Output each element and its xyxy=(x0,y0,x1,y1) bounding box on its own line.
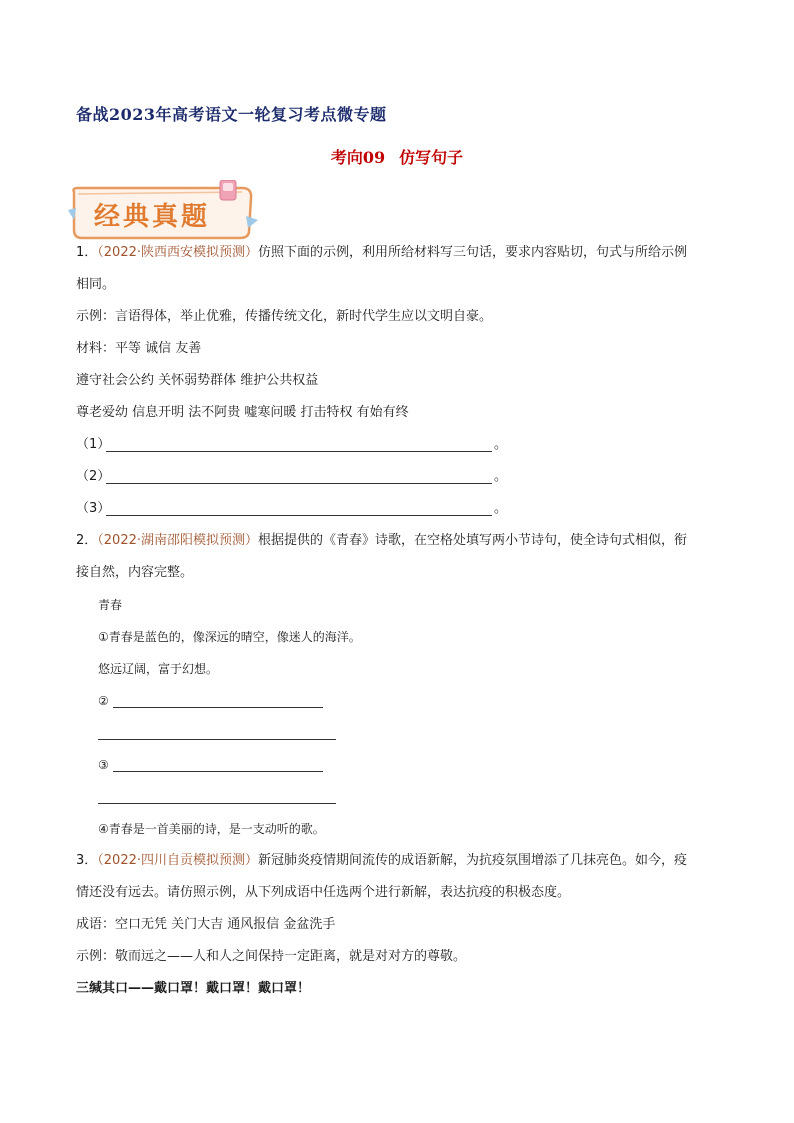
q3-prompt: 新冠肺炎疫情期间流传的成语新解，为抗疫氛围增添了几抹亮色。如今，疫 xyxy=(258,853,688,868)
section-banner xyxy=(68,180,258,244)
q1-answer-blank-2[interactable] xyxy=(76,461,726,493)
poem-mark: ② xyxy=(98,694,109,708)
poem-line: 悠远辽阔，富于幻想。 xyxy=(98,662,219,676)
poem-mark: ③ xyxy=(98,758,109,772)
q3-example-2: 三缄其口——戴口罩！戴口罩！戴口罩！ xyxy=(76,981,311,996)
answer-underline xyxy=(106,515,492,516)
poem-blank-2a[interactable] xyxy=(98,685,726,717)
q1-answer-blank-1[interactable] xyxy=(76,429,726,461)
q2-prompt: 根据提供的《青春》诗歌，在空格处填写两小节诗句，使全诗句式相似，衔 xyxy=(258,533,688,548)
blank-end: 。 xyxy=(494,501,508,516)
q3-prompt-line2: 情还没有远去。请仿照示例，从下列成语中任选两个进行新解，表达抗疫的积极态度。 xyxy=(76,885,571,900)
answer-underline xyxy=(98,803,336,804)
answer-underline xyxy=(113,707,323,708)
poem-blank-3a[interactable] xyxy=(98,749,726,781)
banner-label: 经典真题 xyxy=(94,202,211,232)
topic-title xyxy=(0,145,794,168)
poem-title: 青春 xyxy=(98,598,123,612)
answer-underline xyxy=(113,771,323,772)
q1-answer-blank-3[interactable] xyxy=(76,493,726,525)
poem-blank-3b[interactable] xyxy=(98,781,726,813)
q2-number: 2． xyxy=(76,533,98,548)
questions-area xyxy=(76,237,726,1005)
poem-blank-2b[interactable] xyxy=(98,717,726,749)
blank-end: 。 xyxy=(494,469,508,484)
q3-idioms: 成语：空口无凭 关门大吉 通风报信 金盆洗手 xyxy=(76,917,336,932)
q2-prompt-line2: 接自然，内容完整。 xyxy=(76,565,194,580)
series-title: 备战2023年高考语文一轮复习考点微专题 xyxy=(76,105,387,124)
q3-source: （2022·四川自贡模拟预测） xyxy=(97,853,258,868)
q1-example: 示例：言语得体，举止优雅，传播传统文化，新时代学生应以文明自豪。 xyxy=(76,309,493,324)
q2-source: （2022·湖南邵阳模拟预测） xyxy=(97,533,258,548)
blank-number: （1） xyxy=(76,437,111,452)
q1-prompt-line1 xyxy=(76,237,726,269)
q1-material: 尊老爱幼 信息开明 法不阿贵 嘘寒问暖 打击特权 有始有终 xyxy=(76,405,409,420)
q2-prompt-line1 xyxy=(76,525,726,557)
blank-number: （2） xyxy=(76,469,111,484)
poem-line: ④青春是一首美丽的诗，是一支动听的歌。 xyxy=(98,822,325,836)
answer-underline xyxy=(106,483,492,484)
q3-prompt-line1 xyxy=(76,845,726,877)
answer-underline xyxy=(106,451,492,452)
q3-number: 3． xyxy=(76,853,98,868)
q1-prompt: 仿照下面的示例，利用所给材料写三句话，要求内容贴切，句式与所给示例 xyxy=(258,245,688,260)
blank-end: 。 xyxy=(494,437,508,452)
poem-line: ①青春是蓝色的，像深远的晴空，像迷人的海洋。 xyxy=(98,630,361,644)
q1-prompt-line2: 相同。 xyxy=(76,277,116,292)
q1-material: 遵守社会公约 关怀弱势群体 维护公共权益 xyxy=(76,373,319,388)
answer-underline xyxy=(98,739,336,740)
q1-number: 1． xyxy=(76,245,98,260)
blank-number: （3） xyxy=(76,501,111,516)
topic-prefix: 考向09 xyxy=(330,148,386,167)
q1-material: 材料：平等 诚信 友善 xyxy=(76,341,202,356)
q1-source: （2022·陕西西安模拟预测） xyxy=(97,245,258,260)
q3-example: 示例：敬而远之——人和人之间保持一定距离，就是对对方的尊敬。 xyxy=(76,949,467,964)
poem-block xyxy=(76,589,726,845)
topic-name: 仿写句子 xyxy=(399,148,464,167)
